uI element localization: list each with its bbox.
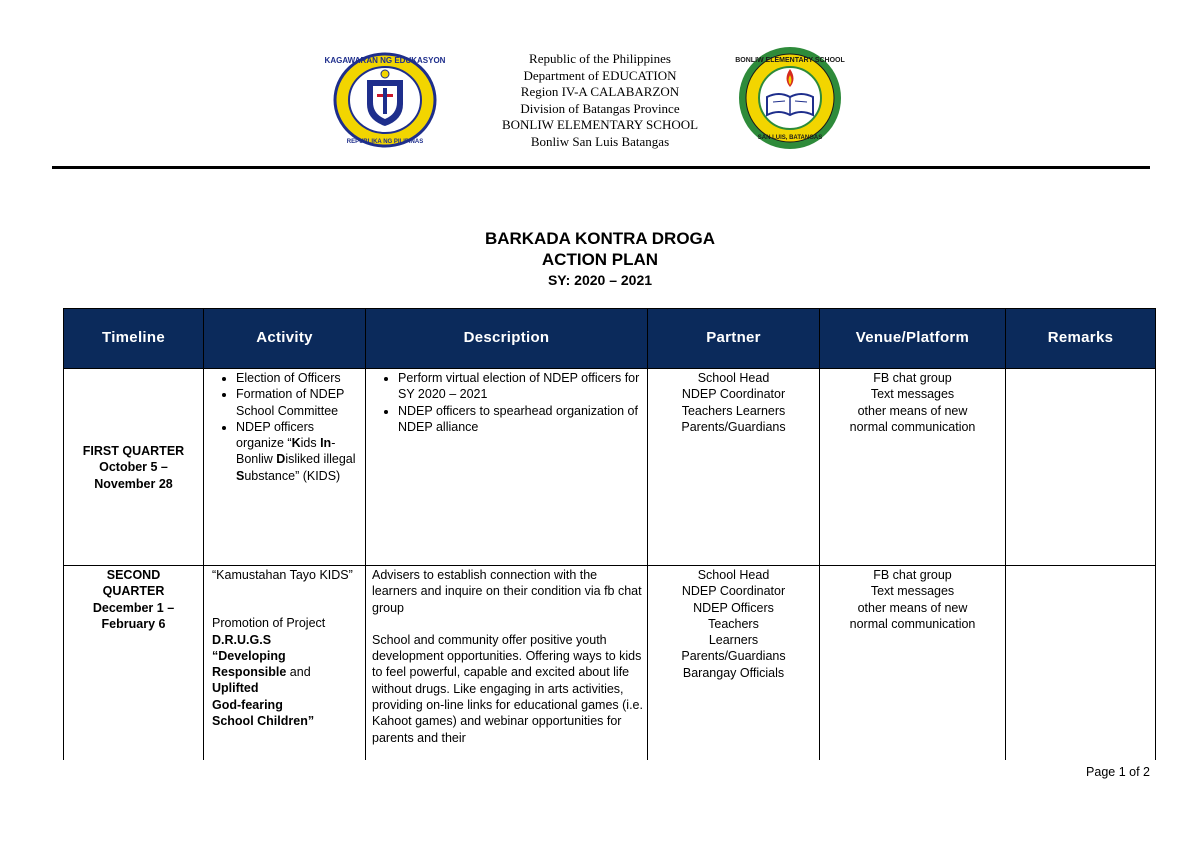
list-item: • Formation of NDEP School Committee [236, 386, 361, 419]
header-divider [52, 166, 1150, 169]
school-year: SY: 2020 – 2021 [547, 272, 653, 288]
partner-cell: School Head NDEP Coordinator Teachers Learners Parents/Guardians [648, 369, 820, 566]
letterhead-line: Bonliw San Luis Batangas [530, 133, 670, 149]
list-item: • NDEP officers organize “Kids In-Bonliw Disliked illegal Substance” (KIDS) [236, 419, 361, 484]
letterhead-line: Region IV-A CALABARZON [520, 84, 680, 99]
description-cell [366, 566, 648, 761]
partner-cell: School Head NDEP Coordinator NDEP Officers Teachers Learners Parents/Guardians Barangay Officials [648, 566, 820, 761]
description-cell [366, 369, 648, 566]
page-number: Page 1 of 2 [1086, 765, 1150, 779]
list-item: • NDEP officers to spearhead organization of NDEP alliance [398, 403, 643, 436]
letterhead-line: BONLIW ELEMENTARY SCHOOL [501, 117, 699, 132]
column-header-partner: Partner [648, 309, 820, 369]
deped-seal-text-top: KAGAWARAN NG EDUKASYON [324, 56, 446, 65]
table-row [64, 566, 1156, 761]
list-item: • Election of Officers [236, 370, 361, 386]
remarks-cell [1006, 566, 1156, 761]
table-row [64, 369, 1156, 566]
description-paragraph: Advisers to establish connection with the learners and inquire on their condition via fb chat group [372, 568, 642, 615]
timeline-cell: SECOND QUARTER December 1 – February 6 [64, 566, 204, 761]
letterhead-line: Department of EDUCATION [523, 67, 677, 83]
description-paragraph: School and community offer positive youth development opportunities. Offering ways to kids to feel powerful, capable and excited about life without drugs. Like engaging in arts activities, providing on-line links for educational games (i.e. Kahoot games) and webinar opportunities for parents and their [372, 632, 643, 745]
title-line-1: BARKADA KONTRA DROGA [484, 229, 716, 248]
column-header-venue: Venue/Platform [820, 309, 1006, 369]
column-header-activity: Activity [204, 309, 366, 369]
activity-cell: “Kamustahan Tayo KIDS” Promotion of Project D.R.U.G.S “Developing Responsible and Uplifted God-fearing School Children” [204, 566, 366, 761]
column-header-description: Description [366, 309, 648, 369]
letterhead-line: Republic of the Philippines [529, 51, 671, 66]
document-title [300, 228, 900, 290]
school-seal-text-top: BONLIW ELEMENTARY SCHOOL [735, 57, 845, 64]
action-plan-table [63, 308, 1156, 760]
activity-cell [204, 369, 366, 566]
school-seal-text-bottom: SAN LUIS, BATANGAS [757, 135, 823, 141]
column-header-timeline: Timeline [64, 309, 204, 369]
list-item: • Perform virtual election of NDEP officers for SY 2020 – 2021 [398, 370, 643, 403]
deped-seal-text-bottom: REPUBLIKA NG PILIPINAS [346, 139, 424, 145]
table-header-row [64, 309, 1156, 369]
remarks-cell [1006, 369, 1156, 566]
letterhead-line: Division of Batangas Province [520, 100, 680, 116]
title-line-2: ACTION PLAN [541, 250, 659, 269]
venue-cell: FB chat group Text messages other means of new normal communication [820, 369, 1006, 566]
deped-seal-logo [324, 52, 446, 148]
letterhead [460, 51, 740, 150]
school-seal-logo [737, 45, 843, 151]
timeline-cell: FIRST QUARTER October 5 – November 28 [64, 369, 204, 566]
venue-cell: FB chat group Text messages other means of new normal communication [820, 566, 1006, 761]
column-header-remarks: Remarks [1006, 309, 1156, 369]
